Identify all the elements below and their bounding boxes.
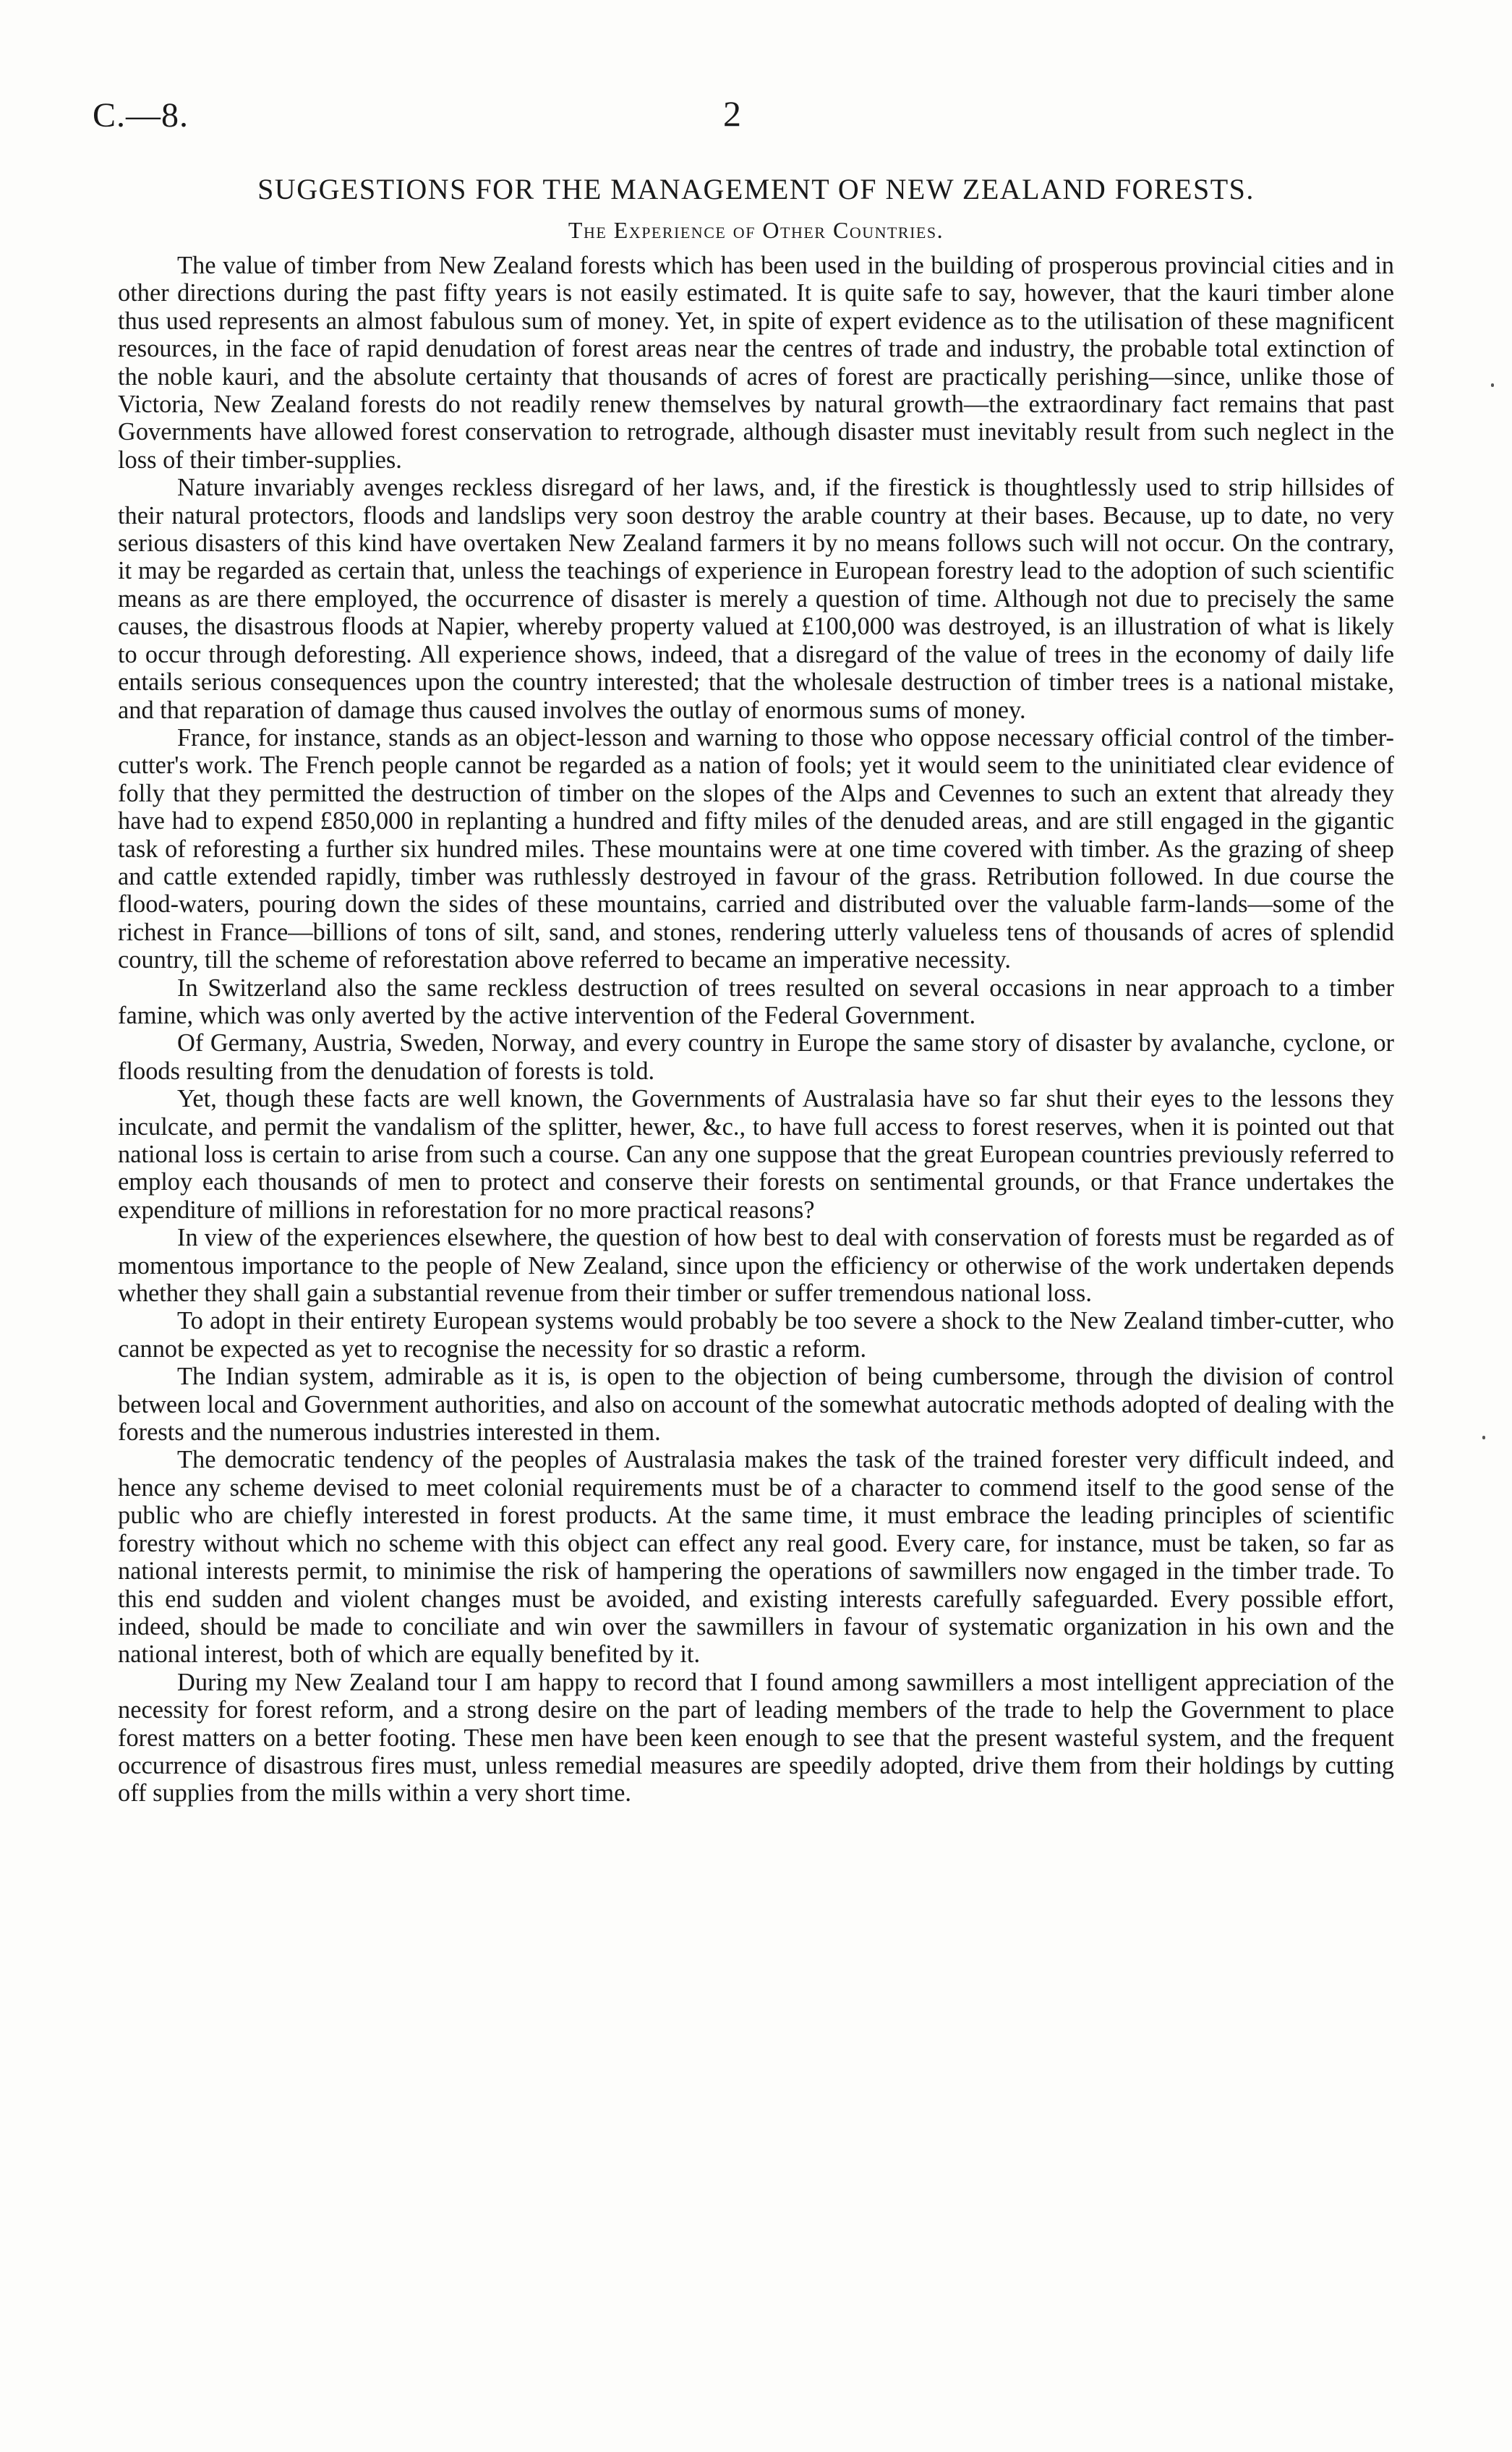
paper-speck [1491,383,1494,387]
body-text [118,252,1394,1808]
paragraph: In Switzerland also the same reckless destruction of trees resulted on several occasions in near approach to a timber famine, which was only averted by the active intervention of the Federal Government. [118,974,1394,1029]
paragraph: Yet, though these facts are well known, the Governments of Australasia have so far shut their eyes to the lessons they inculcate, and permit the vandalism of the splitter, hewer, &c., to have full access to forest reserves, when it is pointed out that national loss is certain to arise from such a course. Can any one suppose that the great European countries previously referred to employ each thousands of men to protect and conserve their forests on sentimental grounds, or that France undertakes the expenditure of millions in reforestation for no more practical reasons? [118,1085,1394,1224]
paragraph: Of Germany, Austria, Sweden, Norway, and every country in Europe the same story of disaster by avalanche, cyclone, or floods resulting from the denudation of forests is told. [118,1029,1394,1085]
paper-speck [1482,1436,1485,1439]
section-heading: The Experience of Other Countries. [568,217,944,243]
document-title: SUGGESTIONS FOR THE MANAGEMENT OF NEW ZEALAND FORESTS. [257,173,1255,205]
paragraph: During my New Zealand tour I am happy to record that I found among sawmillers a most intelligent appreciation of the necessity for forest reform, and a strong desire on the part of leading members of the trade to help the Government to place forest matters on a better footing. These men have been keen enough to see that the present wasteful system, and the frequent occurrence of disastrous fires must, unless remedial measures are speedily adopted, drive them from their holdings by cutting off supplies from the mills within a very short time. [118,1668,1394,1808]
paragraph: In view of the experiences elsewhere, the question of how best to deal with conservation of forests must be regarded as of momentous importance to the people of New Zealand, since upon the efficiency or otherwise of the work undertaken depends whether they shall gain a substantial revenue from their timber or suffer tremendous national loss. [118,1224,1394,1308]
paragraph: The democratic tendency of the peoples of Australasia makes the task of the trained forester very difficult indeed, and hence any scheme devised to meet colonial requirements must be of a character to commend itself to the good sense of the public who are chiefly interested in forest products. At the same time, it must embrace the leading principles of scientific forestry without which no scheme with this object can effect any real good. Every care, for instance, must be taken, so far as national interests permit, to minimise the risk of hampering the operations of sawmillers now engaged in the timber trade. To this end sudden and violent changes must be avoided, and existing interests carefully safeguarded. Every possible effort, indeed, should be made to conciliate and win over the sawmillers in favour of systematic organization in his own and the national interest, both of which are equally benefited by it. [118,1446,1394,1669]
paragraph: The Indian system, admirable as it is, is open to the objection of being cumbersome, through the division of control between local and Government authorities, and also on account of the somewhat autocratic methods adopted of dealing with the forests and the numerous industries interested in them. [118,1363,1394,1447]
paragraph: France, for instance, stands as an object-lesson and warning to those who oppose necessary official control of the timber-cutter's work. The French people cannot be regarded as a nation of fools; yet it would seem to the uninitiated clear evidence of folly that they permitted the destruction of timber on the slopes of the Alps and Cevennes to such an extent that already they have had to expend £850,000 in replanting a hundred and fifty miles of the denuded areas, and are still engaged in the gigantic task of reforesting a further six hundred miles. These mountains were at one time covered with timber. As the grazing of sheep and cattle extended rapidly, timber was ruthlessly destroyed in favour of the grass. Retribution followed. In due course the flood-waters, pouring down the sides of these mountains, carried and distributed over the valuable farm-lands—some of the richest in France—billions of tons of silt, sand, and stones, rendering utterly valueless tens of thousands of acres of splendid country, till the scheme of reforestation above referred to became an imperative necessity. [118,723,1394,974]
paragraph: To adopt in their entirety European systems would probably be too severe a shock to the New Zealand timber-cutter, who cannot be expected as yet to recognise the necessity for so drastic a reform. [118,1307,1394,1363]
paragraph: The value of timber from New Zealand forests which has been used in the building of prosperous provincial cities and in other directions during the past fifty years is not easily estimated. It is quite safe to say, however, that the kauri timber alone thus used represents an almost fabulous sum of money. Yet, in spite of expert evidence as to the utilisation of these magnificent resources, in the face of rapid denudation of forest areas near the centres of trade and industry, the probable total extinction of the noble kauri, and the absolute certainty that thousands of acres of forest are practically perishing—since, unlike those of Victoria, New Zealand forests do not readily renew themselves by natural growth—the extraordinary fact remains that past Governments have allowed forest conservation to retrograde, although disaster must inevitably result from such neglect in the loss of their timber-supplies. [118,252,1394,474]
page-number: 2 [723,93,741,134]
document-reference: C.—8. [93,96,189,135]
paragraph: Nature invariably avenges reckless disregard of her laws, and, if the firestick is thoughtlessly used to strip hillsides of their natural protectors, floods and landslips very soon destroy the arable country at their bases. Because, up to date, no very serious disasters of this kind have overtaken New Zealand farmers it by no means follows such will not occur. On the contrary, it may be regarded as certain that, unless the teachings of experience in European forestry lead to the adoption of such scientific means as are there employed, the occurrence of disaster is merely a question of time. Although not due to precisely the same causes, the disastrous floods at Napier, whereby property valued at £100,000 was destroyed, is an illustration of what is likely to occur through deforesting. All experience shows, indeed, that a disregard of the value of trees in the economy of daily life entails serious consequences upon the country interested; that the wholesale destruction of timber trees is a national mistake, and that reparation of damage thus caused involves the outlay of enormous sums of money. [118,474,1394,724]
